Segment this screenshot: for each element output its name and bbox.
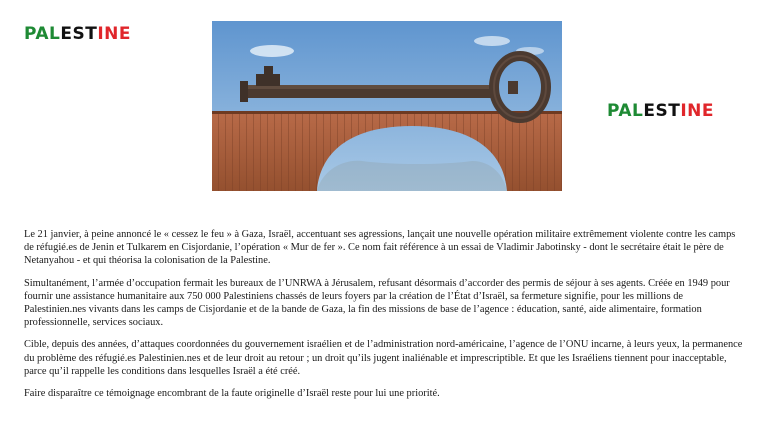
- article-paragraph: Cible, depuis des années, d’attaques coordonnées du gouvernement israélien et de l’administration nord-américaine, l’agence de l’ONU incarne, à leurs yeux, la permanence du problème des réfugié.es Palestinien.nes et de leur droit au retour ; un droit qu’ils jugent inaliénable et imprescriptible. Et que les Israéliens tiennent pour inacceptable, parce qu’il rappelle les conditions dans lesquelles Israël a été créé.: [24, 339, 743, 377]
- cloud: [474, 36, 510, 46]
- key-bit: [256, 74, 280, 86]
- key-monument-photo: [212, 21, 562, 191]
- article-paragraph: Simultanément, l’armée d’occupation fermait les bureaux de l’UNRWA à Jérusalem, refusant désormais d’accorder des permis de séjour à ses agents. Créée en 1949 pour fournir une assistance humanitaire aux 750 000 Palestiniens chassés de leurs foyers par la création de l’État d’Israël, sa fermeture signifie, pour les millions de Palestinien.nes vivants dans les camps de Cisjordanie et de la bande de Gaza, la fin des missions de base de l’agence : éducation, santé, aide alimentaire, formation professionnelle, services sociaux.: [24, 277, 730, 329]
- logo-part-pal: PAL: [24, 24, 61, 44]
- logo-part-est: EST: [643, 101, 681, 121]
- key-tip: [240, 81, 248, 102]
- distant-hills: [317, 161, 507, 191]
- article-body: [24, 228, 746, 409]
- article-paragraph: Le 21 janvier, à peine annoncé le « cessez le feu » à Gaza, Israël, accentuant ses agressions, lançait une nouvelle opération militaire extrêmement violente contre les camps de réfugié.es de Jenin et Tulkarem en Cisjordanie, l’opération « Mur de fer ». Ce nom fait référence à un essai de Vladimir Jabotinsky - dont le secrétaire était le père de Netanyahou - et qui théorisa la colonisation de la Palestine.: [24, 229, 736, 267]
- article-paragraph: Faire disparaître ce témoignage encombrant de la faute originelle d’Israël reste pour lui une priorité.: [24, 388, 440, 400]
- logo-part-ine: INE: [97, 24, 132, 44]
- logo-part-est: EST: [60, 24, 98, 44]
- palestine-logo-right: [607, 103, 714, 120]
- palestine-logo-left: [24, 26, 131, 43]
- logo-part-ine: INE: [680, 101, 715, 121]
- logo-part-pal: PAL: [607, 101, 644, 121]
- cloud: [250, 45, 294, 57]
